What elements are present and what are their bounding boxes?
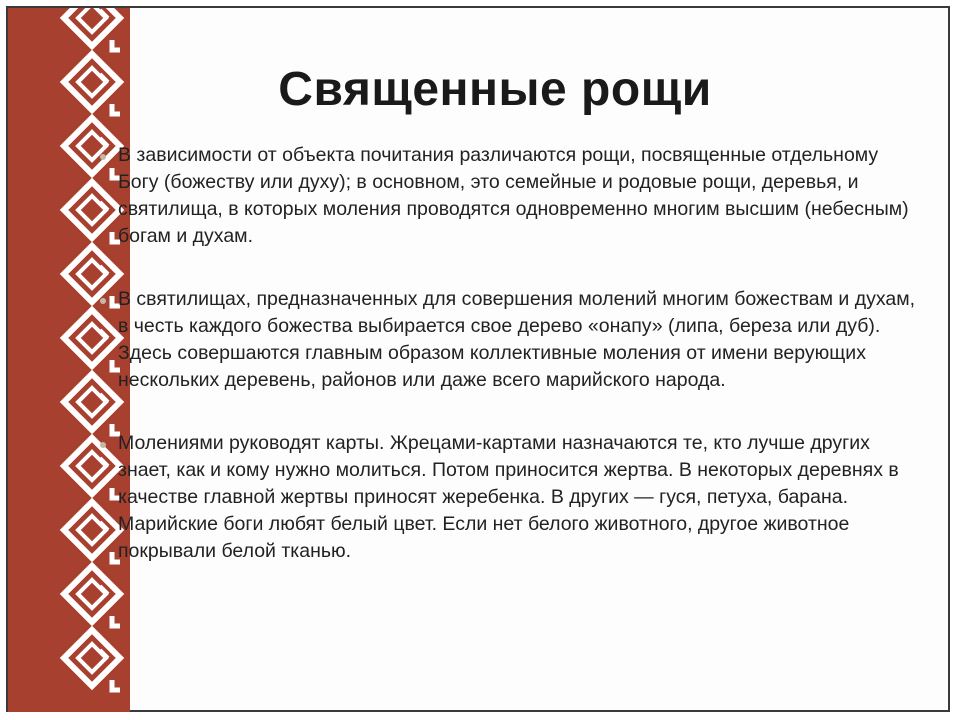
slide-title: Священные рощи: [278, 63, 712, 116]
bullet-paragraph: [96, 430, 916, 565]
bullet-icon: [100, 442, 106, 448]
bullet-icon: [100, 298, 106, 304]
bullet-paragraph: [96, 286, 916, 394]
paragraph-text: Молениями руководят карты. Жрецами-картами назначаются те, кто лучше других знает, как и кому нужно молиться. Потом приносится жертва. В некоторых деревнях в качестве главной жертвы приносят жеребенка. В других — гуся, петуха, барана. Марийские боги любят белый цвет. Если нет белого животного, другое животное покрывали белой тканью.: [118, 432, 899, 562]
bullet-paragraph: [96, 142, 916, 250]
paragraph-text: В зависимости от объекта почитания различаются рощи, посвященные отдельному Богу (божеству или духу); в основном, это семейные и родовые рощи, деревья, и святилища, в которых моления проводятся одновременно многим высшим (небесным) богам и духам.: [118, 144, 909, 247]
paragraph-text: В святилищах, предназначенных для совершения молений многим божествам и духам, в честь каждого божества выбирается свое дерево «онапу» (липа, береза или дуб). Здесь совершаются главным образом коллективные моления от имени верующих нескольких деревень, районов или даже всего марийского народа.: [118, 288, 916, 391]
bullet-icon: [100, 154, 106, 160]
slide-content: [96, 142, 916, 601]
